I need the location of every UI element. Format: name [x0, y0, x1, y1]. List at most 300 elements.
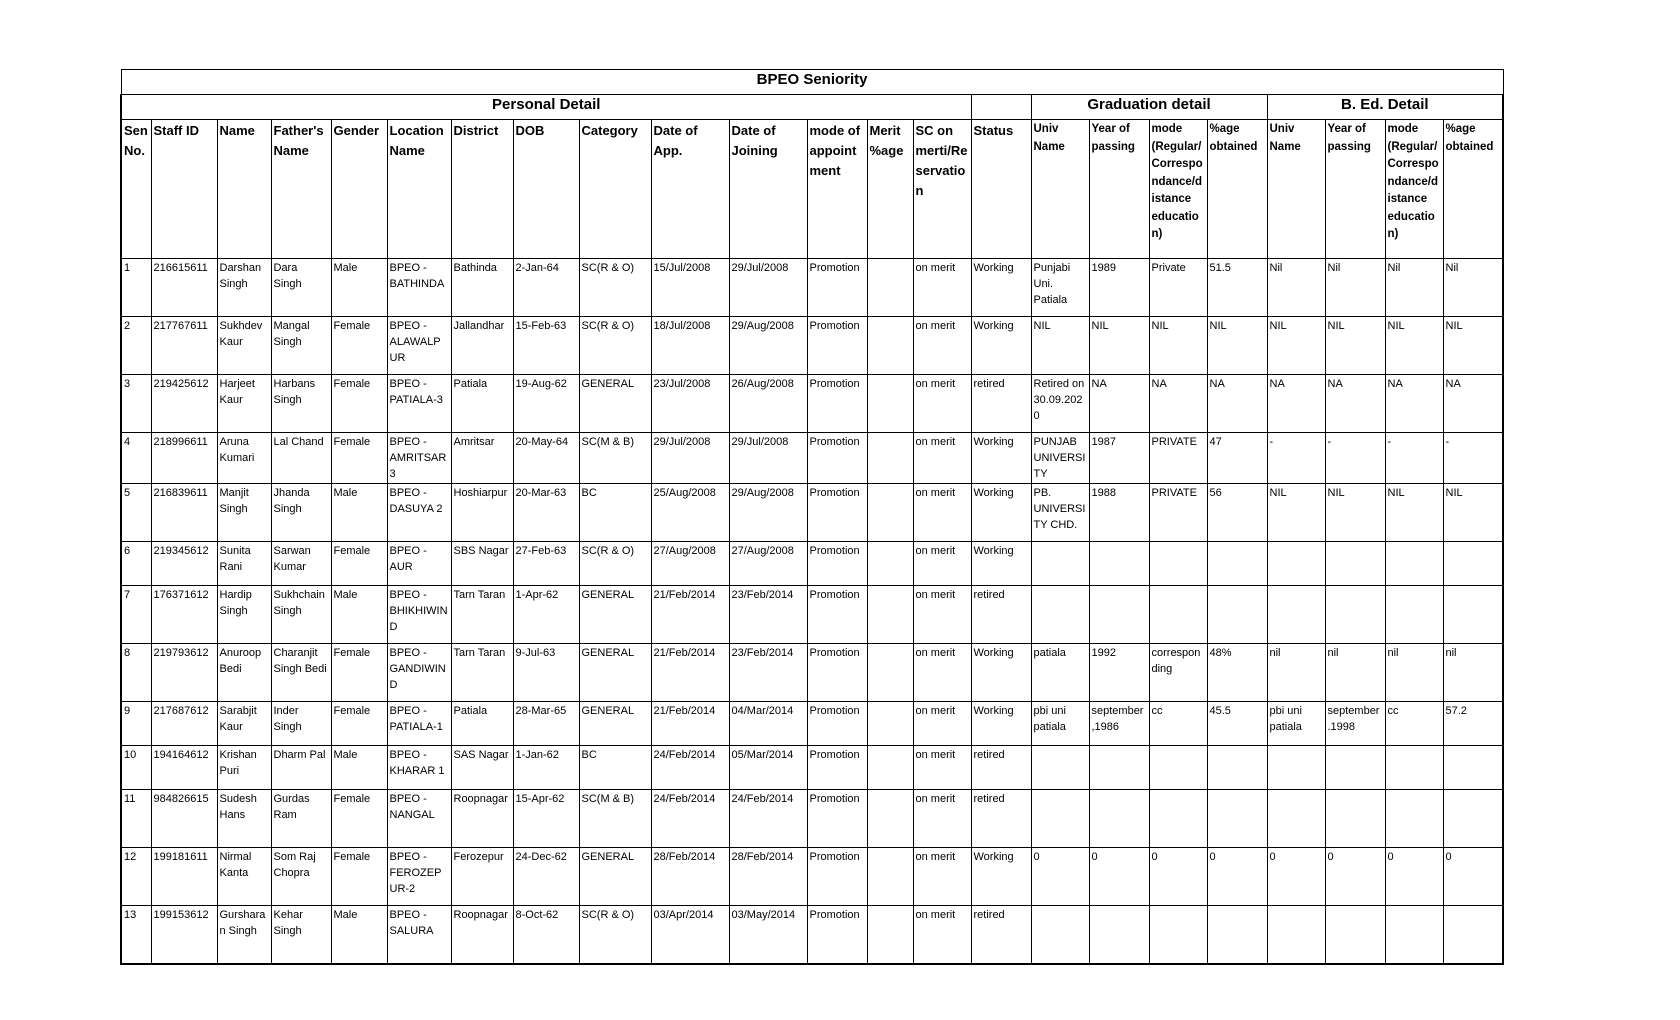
cell-date-of-app: 27/Aug/2008 [651, 542, 729, 586]
cell-grad-mode [1149, 790, 1207, 848]
cell-date-of-app: 29/Jul/2008 [651, 433, 729, 484]
cell-sen-no: 8 [121, 644, 151, 702]
cell-bed-percentage-obtained [1443, 542, 1503, 586]
cell-fathers-name: Charanjit Singh Bedi [271, 644, 331, 702]
cell-bed-univ-name: NIL [1267, 484, 1325, 542]
cell-bed-mode: NIL [1385, 484, 1443, 542]
cell-district: Jallandhar [451, 317, 513, 375]
cell-sen-no: 2 [121, 317, 151, 375]
cell-gender: Male [331, 586, 387, 644]
cell-grad-mode: Private [1149, 259, 1207, 317]
cell-staff-id: 984826615 [151, 790, 217, 848]
cell-grad-mode: NA [1149, 375, 1207, 433]
cell-gender: Male [331, 906, 387, 964]
cell-status: Working [971, 702, 1031, 746]
cell-date-of-app: 15/Jul/2008 [651, 259, 729, 317]
cell-name: Sudesh Hans [217, 790, 271, 848]
cell-mode-of-appointment: Promotion [807, 542, 867, 586]
cell-gender: Female [331, 375, 387, 433]
table-row [121, 746, 1503, 790]
cell-gender: Female [331, 542, 387, 586]
cell-bed-percentage-obtained [1443, 906, 1503, 964]
cell-bed-mode: 0 [1385, 848, 1443, 906]
cell-date-of-app: 21/Feb/2014 [651, 644, 729, 702]
cell-district: Roopnagar [451, 906, 513, 964]
cell-bed-univ-name [1267, 746, 1325, 790]
column-header-bed-year-of-passing: Year of passing [1325, 120, 1385, 259]
table-row [121, 586, 1503, 644]
cell-bed-mode: nil [1385, 644, 1443, 702]
cell-bed-year-of-passing: nil [1325, 644, 1385, 702]
cell-merit-percentage [867, 906, 913, 964]
cell-date-of-joining: 05/Mar/2014 [729, 746, 807, 790]
cell-merit-percentage [867, 644, 913, 702]
cell-bed-percentage-obtained: NIL [1443, 484, 1503, 542]
cell-staff-id: 216615611 [151, 259, 217, 317]
cell-date-of-app: 03/Apr/2014 [651, 906, 729, 964]
cell-grad-year-of-passing: 1989 [1089, 259, 1149, 317]
cell-mode-of-appointment: Promotion [807, 586, 867, 644]
cell-date-of-joining: 23/Feb/2014 [729, 586, 807, 644]
cell-status: retired [971, 586, 1031, 644]
cell-merit-percentage [867, 433, 913, 484]
cell-location-name: BPEO - DASUYA 2 [387, 484, 451, 542]
cell-grad-percentage-obtained [1207, 906, 1267, 964]
cell-dob: 2-Jan-64 [513, 259, 579, 317]
cell-status: Working [971, 644, 1031, 702]
cell-status: Working [971, 433, 1031, 484]
cell-location-name: BPEO - FEROZEPUR-2 [387, 848, 451, 906]
cell-grad-univ-name: Retired on 30.09.2020 [1031, 375, 1089, 433]
cell-grad-percentage-obtained [1207, 542, 1267, 586]
cell-mode-of-appointment: Promotion [807, 746, 867, 790]
cell-merit-percentage [867, 317, 913, 375]
cell-grad-year-of-passing [1089, 906, 1149, 964]
cell-bed-year-of-passing: NA [1325, 375, 1385, 433]
cell-date-of-joining: 24/Feb/2014 [729, 790, 807, 848]
cell-sen-no: 12 [121, 848, 151, 906]
cell-bed-percentage-obtained [1443, 790, 1503, 848]
cell-name: Krishan Puri [217, 746, 271, 790]
column-header-date-of-joining: Date of Joining [729, 120, 807, 259]
cell-staff-id: 176371612 [151, 586, 217, 644]
cell-gender: Female [331, 702, 387, 746]
cell-grad-percentage-obtained: NA [1207, 375, 1267, 433]
cell-grad-year-of-passing: 1992 [1089, 644, 1149, 702]
cell-bed-percentage-obtained: nil [1443, 644, 1503, 702]
column-header-dob: DOB [513, 120, 579, 259]
cell-gender: Female [331, 790, 387, 848]
table-row [121, 433, 1503, 484]
cell-category: SC(R & O) [579, 259, 651, 317]
column-header-bed-mode: mode (Regular/Correspondance/distance education) [1385, 120, 1443, 259]
cell-district: Roopnagar [451, 790, 513, 848]
cell-mode-of-appointment: Promotion [807, 702, 867, 746]
cell-grad-mode: cc [1149, 702, 1207, 746]
cell-mode-of-appointment: Promotion [807, 433, 867, 484]
cell-bed-mode: NIL [1385, 317, 1443, 375]
cell-bed-univ-name: - [1267, 433, 1325, 484]
table-row [121, 317, 1503, 375]
cell-bed-percentage-obtained: NIL [1443, 317, 1503, 375]
cell-date-of-app: 18/Jul/2008 [651, 317, 729, 375]
cell-fathers-name: Harbans Singh [271, 375, 331, 433]
cell-grad-univ-name: Punjabi Uni. Patiala [1031, 259, 1089, 317]
cell-bed-year-of-passing [1325, 746, 1385, 790]
cell-grad-univ-name: NIL [1031, 317, 1089, 375]
cell-date-of-joining: 23/Feb/2014 [729, 644, 807, 702]
cell-grad-univ-name: PB. UNIVERSITY CHD. [1031, 484, 1089, 542]
cell-location-name: BPEO - NANGAL [387, 790, 451, 848]
cell-gender: Female [331, 433, 387, 484]
table-row [121, 484, 1503, 542]
cell-bed-year-of-passing [1325, 906, 1385, 964]
cell-location-name: BPEO - AUR [387, 542, 451, 586]
cell-location-name: BPEO - BATHINDA [387, 259, 451, 317]
cell-category: GENERAL [579, 702, 651, 746]
cell-bed-mode: cc [1385, 702, 1443, 746]
cell-location-name: BPEO - KHARAR 1 [387, 746, 451, 790]
cell-status: retired [971, 375, 1031, 433]
cell-staff-id: 216839611 [151, 484, 217, 542]
column-header-fathers-name: Father's Name [271, 120, 331, 259]
cell-mode-of-appointment: Promotion [807, 317, 867, 375]
cell-grad-univ-name [1031, 586, 1089, 644]
cell-staff-id: 219425612 [151, 375, 217, 433]
cell-bed-mode [1385, 586, 1443, 644]
cell-name: Hardip Singh [217, 586, 271, 644]
cell-sen-no: 10 [121, 746, 151, 790]
section-bed-detail: B. Ed. Detail [1267, 95, 1503, 120]
cell-sc-on-merit-reservation: on merit [913, 790, 971, 848]
cell-staff-id: 218996611 [151, 433, 217, 484]
cell-location-name: BPEO - SALURA [387, 906, 451, 964]
cell-grad-mode [1149, 746, 1207, 790]
cell-gender: Male [331, 484, 387, 542]
column-header-district: District [451, 120, 513, 259]
cell-dob: 24-Dec-62 [513, 848, 579, 906]
cell-date-of-joining: 29/Aug/2008 [729, 484, 807, 542]
cell-dob: 15-Apr-62 [513, 790, 579, 848]
cell-sc-on-merit-reservation: on merit [913, 259, 971, 317]
cell-staff-id: 194164612 [151, 746, 217, 790]
cell-merit-percentage [867, 542, 913, 586]
cell-sc-on-merit-reservation: on merit [913, 702, 971, 746]
cell-fathers-name: Sarwan Kumar [271, 542, 331, 586]
cell-merit-percentage [867, 484, 913, 542]
cell-location-name: BPEO - PATIALA-3 [387, 375, 451, 433]
column-header-sc-on-merit-reservation: SC on merti/Reservation [913, 120, 971, 259]
cell-gender: Male [331, 746, 387, 790]
cell-name: Nirmal Kanta [217, 848, 271, 906]
cell-district: SAS Nagar [451, 746, 513, 790]
cell-grad-percentage-obtained: 48% [1207, 644, 1267, 702]
cell-bed-year-of-passing: - [1325, 433, 1385, 484]
cell-bed-year-of-passing: NIL [1325, 484, 1385, 542]
cell-name: Anuroop Bedi [217, 644, 271, 702]
cell-grad-percentage-obtained [1207, 790, 1267, 848]
cell-grad-univ-name [1031, 542, 1089, 586]
cell-bed-univ-name [1267, 790, 1325, 848]
cell-district: Ferozepur [451, 848, 513, 906]
cell-district: Patiala [451, 702, 513, 746]
cell-sen-no: 7 [121, 586, 151, 644]
table-row [121, 702, 1503, 746]
cell-category: BC [579, 746, 651, 790]
cell-staff-id: 199153612 [151, 906, 217, 964]
cell-category: GENERAL [579, 375, 651, 433]
cell-gender: Female [331, 644, 387, 702]
cell-mode-of-appointment: Promotion [807, 259, 867, 317]
cell-bed-univ-name [1267, 542, 1325, 586]
cell-status: retired [971, 790, 1031, 848]
cell-fathers-name: Lal Chand [271, 433, 331, 484]
cell-grad-mode: PRIVATE [1149, 433, 1207, 484]
cell-sc-on-merit-reservation: on merit [913, 746, 971, 790]
cell-grad-univ-name: 0 [1031, 848, 1089, 906]
cell-date-of-joining: 27/Aug/2008 [729, 542, 807, 586]
section-blank [971, 95, 1031, 120]
cell-date-of-app: 21/Feb/2014 [651, 586, 729, 644]
cell-name: Sukhdev Kaur [217, 317, 271, 375]
cell-category: SC(R & O) [579, 906, 651, 964]
cell-bed-mode [1385, 906, 1443, 964]
cell-location-name: BPEO - PATIALA-1 [387, 702, 451, 746]
cell-name: Gurshara n Singh [217, 906, 271, 964]
cell-category: GENERAL [579, 848, 651, 906]
cell-staff-id: 219793612 [151, 644, 217, 702]
cell-staff-id: 219345612 [151, 542, 217, 586]
cell-location-name: BPEO - GANDIWIND [387, 644, 451, 702]
cell-date-of-app: 24/Feb/2014 [651, 790, 729, 848]
cell-name: Sunita Rani [217, 542, 271, 586]
cell-date-of-app: 24/Feb/2014 [651, 746, 729, 790]
cell-fathers-name: Jhanda Singh [271, 484, 331, 542]
cell-fathers-name: Gurdas Ram [271, 790, 331, 848]
cell-name: Manjit Singh [217, 484, 271, 542]
cell-bed-univ-name: Nil [1267, 259, 1325, 317]
cell-sen-no: 13 [121, 906, 151, 964]
column-header-status: Status [971, 120, 1031, 259]
cell-category: GENERAL [579, 644, 651, 702]
cell-grad-year-of-passing: NA [1089, 375, 1149, 433]
cell-bed-percentage-obtained [1443, 746, 1503, 790]
cell-bed-year-of-passing [1325, 542, 1385, 586]
cell-sen-no: 3 [121, 375, 151, 433]
cell-grad-percentage-obtained: 47 [1207, 433, 1267, 484]
cell-date-of-joining: 29/Jul/2008 [729, 433, 807, 484]
cell-dob: 20-May-64 [513, 433, 579, 484]
cell-bed-univ-name: NA [1267, 375, 1325, 433]
cell-merit-percentage [867, 375, 913, 433]
cell-sc-on-merit-reservation: on merit [913, 586, 971, 644]
cell-mode-of-appointment: Promotion [807, 848, 867, 906]
column-header-location-name: Location Name [387, 120, 451, 259]
cell-category: GENERAL [579, 586, 651, 644]
cell-gender: Female [331, 848, 387, 906]
cell-date-of-app: 25/Aug/2008 [651, 484, 729, 542]
cell-bed-univ-name: nil [1267, 644, 1325, 702]
cell-staff-id: 199181611 [151, 848, 217, 906]
cell-gender: Male [331, 259, 387, 317]
cell-bed-year-of-passing: 0 [1325, 848, 1385, 906]
cell-grad-univ-name [1031, 906, 1089, 964]
cell-mode-of-appointment: Promotion [807, 644, 867, 702]
cell-sc-on-merit-reservation: on merit [913, 433, 971, 484]
cell-date-of-app: 23/Jul/2008 [651, 375, 729, 433]
column-header-bed-univ-name: Univ Name [1267, 120, 1325, 259]
cell-grad-univ-name: PUNJAB UNIVERSITY [1031, 433, 1089, 484]
cell-grad-percentage-obtained: NIL [1207, 317, 1267, 375]
cell-merit-percentage [867, 586, 913, 644]
cell-staff-id: 217767611 [151, 317, 217, 375]
cell-status: retired [971, 746, 1031, 790]
cell-grad-percentage-obtained [1207, 586, 1267, 644]
cell-bed-percentage-obtained: NA [1443, 375, 1503, 433]
cell-sc-on-merit-reservation: on merit [913, 848, 971, 906]
cell-grad-year-of-passing: 1987 [1089, 433, 1149, 484]
cell-dob: 27-Feb-63 [513, 542, 579, 586]
cell-date-of-joining: 29/Jul/2008 [729, 259, 807, 317]
cell-district: Tarn Taran [451, 644, 513, 702]
cell-date-of-joining: 28/Feb/2014 [729, 848, 807, 906]
cell-status: Working [971, 542, 1031, 586]
column-header-category: Category [579, 120, 651, 259]
cell-date-of-app: 21/Feb/2014 [651, 702, 729, 746]
cell-grad-percentage-obtained: 51.5 [1207, 259, 1267, 317]
column-header-date-of-app: Date of App. [651, 120, 729, 259]
cell-date-of-joining: 26/Aug/2008 [729, 375, 807, 433]
cell-grad-year-of-passing: september ,1986 [1089, 702, 1149, 746]
cell-bed-year-of-passing: NIL [1325, 317, 1385, 375]
cell-grad-year-of-passing [1089, 746, 1149, 790]
cell-grad-mode [1149, 542, 1207, 586]
cell-bed-year-of-passing: Nil [1325, 259, 1385, 317]
cell-mode-of-appointment: Promotion [807, 906, 867, 964]
column-header-grad-univ-name: Univ Name [1031, 120, 1089, 259]
table-row [121, 542, 1503, 586]
table-row [121, 906, 1503, 964]
cell-bed-year-of-passing [1325, 790, 1385, 848]
cell-dob: 1-Jan-62 [513, 746, 579, 790]
cell-dob: 15-Feb-63 [513, 317, 579, 375]
cell-bed-percentage-obtained: - [1443, 433, 1503, 484]
cell-grad-mode [1149, 586, 1207, 644]
cell-grad-mode: 0 [1149, 848, 1207, 906]
cell-bed-univ-name: NIL [1267, 317, 1325, 375]
cell-sen-no: 1 [121, 259, 151, 317]
cell-bed-mode [1385, 790, 1443, 848]
column-header-sen-no: Sen No. [121, 120, 151, 259]
table-body [121, 259, 1503, 964]
cell-sc-on-merit-reservation: on merit [913, 542, 971, 586]
cell-sen-no: 6 [121, 542, 151, 586]
cell-location-name: BPEO - BHIKHIWIND [387, 586, 451, 644]
cell-status: retired [971, 906, 1031, 964]
cell-date-of-joining: 04/Mar/2014 [729, 702, 807, 746]
cell-dob: 19-Aug-62 [513, 375, 579, 433]
cell-bed-year-of-passing [1325, 586, 1385, 644]
column-header-grad-mode: mode (Regular/Correspondance/distance education) [1149, 120, 1207, 259]
cell-bed-univ-name: 0 [1267, 848, 1325, 906]
column-header-grad-year-of-passing: Year of passing [1089, 120, 1149, 259]
cell-mode-of-appointment: Promotion [807, 484, 867, 542]
cell-grad-percentage-obtained: 56 [1207, 484, 1267, 542]
cell-dob: 20-Mar-63 [513, 484, 579, 542]
cell-location-name: BPEO - ALAWALPUR [387, 317, 451, 375]
cell-bed-mode: - [1385, 433, 1443, 484]
cell-date-of-joining: 03/May/2014 [729, 906, 807, 964]
cell-bed-mode: NA [1385, 375, 1443, 433]
cell-name: Darshan Singh [217, 259, 271, 317]
cell-grad-mode: corresponding [1149, 644, 1207, 702]
cell-sc-on-merit-reservation: on merit [913, 317, 971, 375]
cell-staff-id: 217687612 [151, 702, 217, 746]
cell-district: Tarn Taran [451, 586, 513, 644]
cell-merit-percentage [867, 746, 913, 790]
column-header-merit-percentage: Merit %age [867, 120, 913, 259]
cell-date-of-app: 28/Feb/2014 [651, 848, 729, 906]
cell-bed-mode: Nil [1385, 259, 1443, 317]
cell-district: Hoshiarpur [451, 484, 513, 542]
column-header-bed-percentage-obtained: %age obtained [1443, 120, 1503, 259]
cell-bed-mode [1385, 542, 1443, 586]
cell-grad-univ-name: pbi uni patiala [1031, 702, 1089, 746]
cell-grad-percentage-obtained [1207, 746, 1267, 790]
cell-dob: 1-Apr-62 [513, 586, 579, 644]
cell-bed-percentage-obtained [1443, 586, 1503, 644]
cell-grad-year-of-passing [1089, 542, 1149, 586]
table-row [121, 375, 1503, 433]
column-header-staff-id: Staff ID [151, 120, 217, 259]
cell-sc-on-merit-reservation: on merit [913, 375, 971, 433]
cell-fathers-name: Kehar Singh [271, 906, 331, 964]
cell-sen-no: 11 [121, 790, 151, 848]
cell-grad-univ-name [1031, 746, 1089, 790]
cell-category: SC(R & O) [579, 542, 651, 586]
cell-sc-on-merit-reservation: on merit [913, 484, 971, 542]
cell-sc-on-merit-reservation: on merit [913, 906, 971, 964]
cell-name: Harjeet Kaur [217, 375, 271, 433]
cell-category: SC(M & B) [579, 790, 651, 848]
cell-merit-percentage [867, 790, 913, 848]
cell-dob: 8-Oct-62 [513, 906, 579, 964]
cell-fathers-name: Inder Singh [271, 702, 331, 746]
cell-grad-univ-name: patiala [1031, 644, 1089, 702]
cell-mode-of-appointment: Promotion [807, 790, 867, 848]
cell-fathers-name: Sukhchain Singh [271, 586, 331, 644]
cell-district: SBS Nagar [451, 542, 513, 586]
cell-grad-mode: NIL [1149, 317, 1207, 375]
cell-category: BC [579, 484, 651, 542]
cell-status: Working [971, 317, 1031, 375]
cell-date-of-joining: 29/Aug/2008 [729, 317, 807, 375]
table-row [121, 790, 1503, 848]
cell-sen-no: 9 [121, 702, 151, 746]
column-header-row [121, 120, 1503, 259]
table-title: BPEO Seniority [121, 70, 1503, 95]
cell-district: Amritsar [451, 433, 513, 484]
cell-location-name: BPEO - AMRITSAR 3 [387, 433, 451, 484]
cell-category: SC(M & B) [579, 433, 651, 484]
cell-grad-year-of-passing [1089, 586, 1149, 644]
cell-merit-percentage [867, 259, 913, 317]
column-header-grad-percentage-obtained: %age obtained [1207, 120, 1267, 259]
cell-merit-percentage [867, 702, 913, 746]
cell-sen-no: 4 [121, 433, 151, 484]
cell-grad-mode: PRIVATE [1149, 484, 1207, 542]
cell-bed-year-of-passing: september .1998 [1325, 702, 1385, 746]
